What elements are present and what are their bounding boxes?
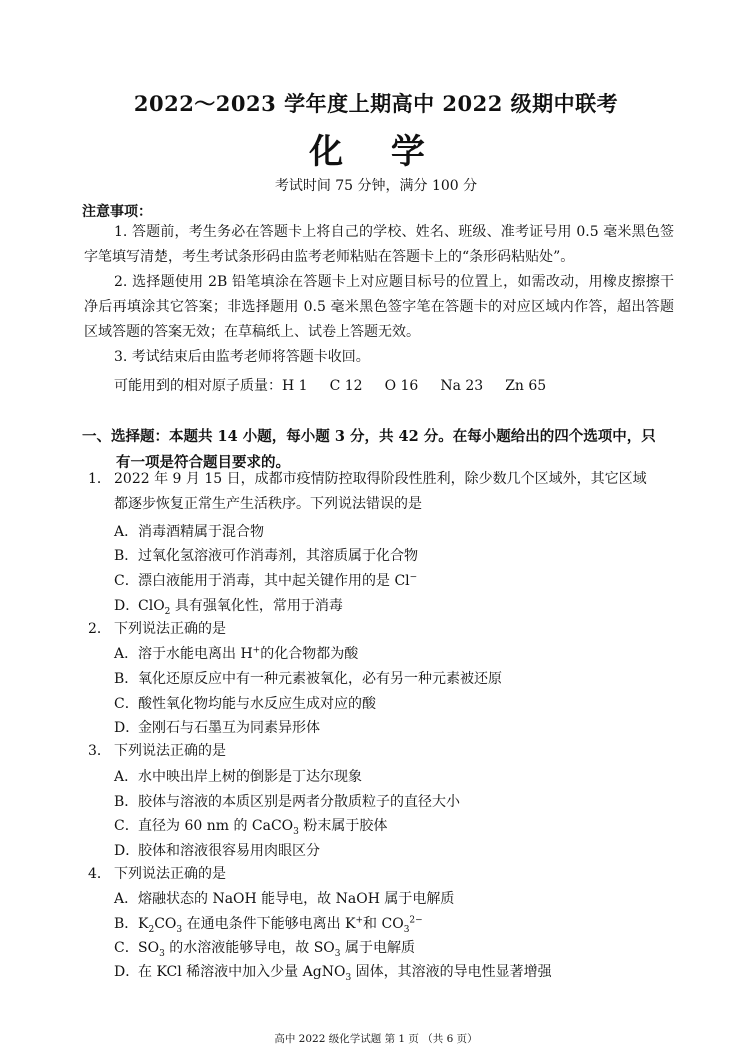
question-3-option-a: A．水中映出岸上树的倒影是丁达尔现象 xyxy=(114,769,362,785)
question-2-option-c: C．酸性氧化物均能与水反应生成对应的酸 xyxy=(114,696,376,712)
question-number: 4． xyxy=(88,866,111,882)
atomic-mass-na: Na 23 xyxy=(440,378,484,394)
question-3-option-c: C．直径为 60 nm 的 CaCO$_3$ 粉末属于胶体 xyxy=(114,818,388,837)
notice-item-1: 1. 答题前，考生务必在答题卡上将自己的学校、姓名、班级、准考证号用 0.5 毫米黑色签字笔填写清楚，考生考试条形码由监考老师粘贴在答题卡上的“条形码粘贴处”。 xyxy=(84,224,674,265)
section-1-line-1: 一、选择题：本题共 14 小题，每小题 3 分，共 42 分。在每小题给出的四个选项中，只 xyxy=(82,428,656,445)
question-number: 1． xyxy=(88,471,111,487)
atomic-masses xyxy=(114,375,546,395)
question-1-stem xyxy=(88,467,676,517)
notice-item-3: 3. 考试结束后由监考老师将答题卡收回。 xyxy=(114,349,370,365)
question-2-stem xyxy=(88,617,676,642)
question-text: 下列说法正确的是 xyxy=(114,621,226,637)
subject-title: 化 学 xyxy=(309,132,443,172)
question-1-option-c: C．漂白液能用于消毒，其中起关键作用的是 Cl− xyxy=(114,572,418,589)
question-text-continued: 都逐步恢复正常生产生活秩序。下列说法错误的是 xyxy=(114,496,422,512)
question-4-option-a: A．熔融状态的 NaOH 能导电，故 NaOH 属于电解质 xyxy=(114,891,455,907)
question-number: 3． xyxy=(88,743,111,759)
exam-info: 考试时间 75 分钟，满分 100 分 xyxy=(274,178,478,194)
atomic-mass-c: C 12 xyxy=(329,378,363,394)
atomic-mass-zn: Zn 65 xyxy=(505,378,547,394)
question-4-option-c: C．$SO_3$ 的水溶液能够导电，故 $SO_3$ 属于电解质 xyxy=(114,940,415,959)
question-text: 下列说法正确的是 xyxy=(114,866,226,882)
atomic-mass-o: O 16 xyxy=(384,378,419,394)
question-2-option-d: D．金刚石与石墨互为同素异形体 xyxy=(114,720,320,736)
atomic-mass-h: H 1 xyxy=(282,378,308,394)
question-number: 2． xyxy=(88,621,111,637)
question-4-option-b: B．$K_2CO_3$ 在通电条件下能够电离出 K+和 $CO_3^{2-}$ xyxy=(114,915,423,935)
question-text: 2022 年 9 月 15 日，成都市疫情防控取得阶段性胜利，除少数几个区域外，其它区域 xyxy=(114,471,647,487)
page-footer: 高中 2022 级化学试题 第 1 页 （共 6 页） xyxy=(274,1033,478,1045)
question-3-option-b: B．胶体与溶液的本质区别是两者分散质粒子的直径大小 xyxy=(114,794,460,810)
question-1-option-d: D．ClO$_2$ 具有强氧化性，常用于消毒 xyxy=(114,598,343,617)
notice-heading: 注意事项： xyxy=(82,204,152,220)
question-text: 下列说法正确的是 xyxy=(114,743,226,759)
notice-item-2: 2. 选择题使用 2B 铅笔填涂在答题卡上对应题目标号的位置上，如需改动，用橡皮擦擦干净后再填涂其它答案；非选择题用 0.5 毫米黑色签字笔在答题卡的对应区域内作答，超出答题区域答题的答案无效；在草稿纸上、试卷上答题无效。 xyxy=(84,274,674,340)
question-3-stem xyxy=(88,739,676,764)
question-4-stem xyxy=(88,862,676,887)
question-2-option-a: A．溶于水能电离出 H+的化合物都为酸 xyxy=(114,645,359,662)
question-4-option-d: D．在 KCl 稀溶液中加入少量 AgNO$_3$ 固体，其溶液的导电性显著增强 xyxy=(114,964,552,983)
section-1-line-2: 有一项是符合题目要求的。 xyxy=(116,454,290,471)
question-1-option-a: A．消毒酒精属于混合物 xyxy=(114,524,264,540)
question-1-option-b: B．过氧化氢溶液可作消毒剂，其溶质属于化合物 xyxy=(114,548,418,564)
exam-title: 2022～2023 学年度上期高中 2022 级期中联考 xyxy=(133,91,619,116)
question-2-option-b: B．氧化还原反应中有一种元素被氧化，必有另一种元素被还原 xyxy=(114,671,502,687)
question-3-option-d: D．胶体和溶液很容易用肉眼区分 xyxy=(114,843,320,859)
atomic-masses-label: 可能用到的相对原子质量： xyxy=(114,378,282,394)
